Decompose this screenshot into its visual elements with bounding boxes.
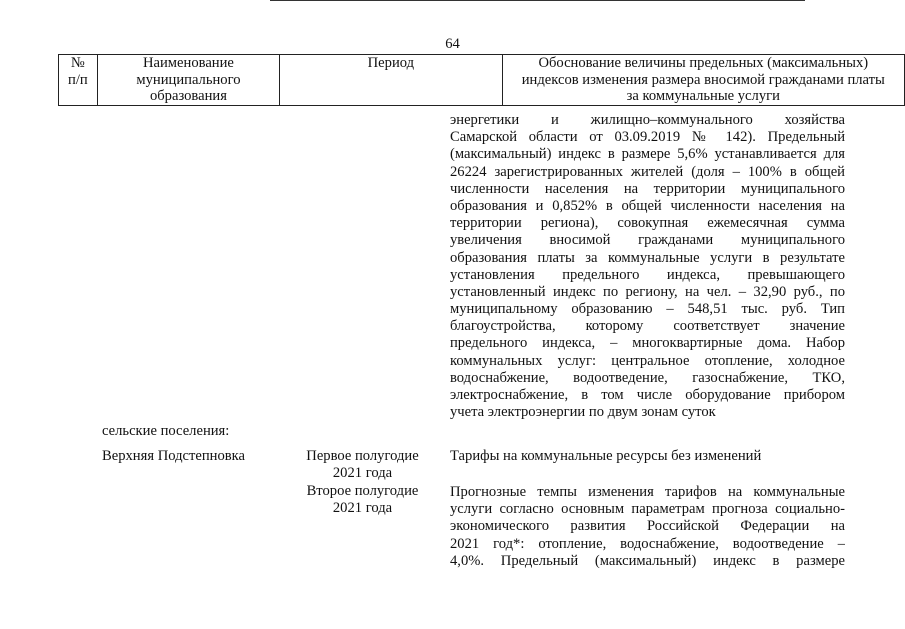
period-first-half [290, 448, 435, 482]
justification-continuation [450, 112, 845, 421]
top-rule [270, 0, 805, 1]
header-name-line: муниципального [136, 71, 241, 88]
page-number: 64 [445, 36, 460, 52]
text-line: 26224 зарегистрированных жителей (доля – 100% в общей [450, 163, 845, 180]
text-line: коммунальных услуг: центральное отопление, холодное [450, 352, 845, 369]
text-line: водоснабжение, водоотведение, газоснабжение, ТКО, [450, 369, 845, 386]
text-line: муниципальному образованию – 548,51 тыс. руб. Тип [450, 301, 845, 318]
text-line: численности населения на территории муниципального [450, 180, 845, 197]
period-line: Первое полугодие [306, 448, 419, 464]
section-label: сельские поселения: [102, 423, 230, 439]
header-justification-line: за коммунальные услуги [626, 88, 780, 104]
text-line: установления предельного индекса, превышающего [450, 266, 845, 283]
text-line: 4,0%. Предельный (максимальный) индекс в размере [450, 552, 845, 569]
text-line: услуги согласно основным параметрам прогноза социально- [450, 501, 845, 518]
header-name-line: Наименование [142, 55, 234, 71]
text-line: энергетики и жилищно–коммунального хозяйства [450, 112, 845, 128]
forecast-paragraph [450, 484, 845, 570]
text-line: увеличения вносимой гражданами муниципального [450, 232, 845, 249]
text-line: образования и 0,852% в общей численности населения на [450, 197, 845, 214]
header-justification-line: Обоснование величины предельных (максимальных) [538, 55, 869, 71]
text-line: предельного индекса, – многоквартирные дома. Набор [450, 335, 845, 352]
text-line: Прогнозные темпы изменения тарифов на коммунальные [450, 484, 845, 500]
text-line: электроснабжение, в том числе оборудование прибором [450, 387, 845, 403]
text-line: образования платы за коммунальные услуги в результате [450, 249, 845, 266]
header-cell-justification [502, 55, 904, 106]
text-line: учета электроэнергии по двум зонам суток [450, 404, 716, 421]
header-cell-name [97, 55, 279, 106]
text-line: 2021 год*: отопление, водоснабжение, водоотведение – [450, 535, 845, 552]
municipality-name: Верхняя Подстепновка [102, 448, 246, 464]
header-cell-number [59, 55, 98, 106]
header-name-line: образования [149, 88, 227, 104]
period-second-half [290, 483, 435, 517]
period-line: 2021 года [332, 465, 393, 481]
period-line: Второе полугодие [306, 483, 419, 499]
header-period-line: Период [367, 55, 415, 71]
header-justification-line: индексов изменения размера вносимой гражданами платы [521, 71, 885, 88]
period-line: 2021 года [332, 500, 393, 516]
text-line: Самарской области от 03.09.2019 № 142). Предельный [450, 129, 845, 146]
header-number-line: № [70, 55, 85, 71]
text-line: благоустройства, которому соответствует значение [450, 318, 845, 335]
header-number-line: п/п [68, 71, 88, 88]
tariff-note: Тарифы на коммунальные ресурсы без изменений [450, 448, 762, 464]
table-header [58, 54, 905, 106]
text-line: территории региона), совокупная ежемесячная сумма [450, 215, 845, 232]
text-line: (максимальный) индекс в размере 5,6% устанавливается для [450, 146, 845, 163]
text-line: установленный индекс по региону, на чел. – 32,90 руб., по [450, 283, 845, 300]
text-line: экономического развития Российской Федерации на [450, 518, 845, 535]
header-cell-period [280, 55, 502, 106]
